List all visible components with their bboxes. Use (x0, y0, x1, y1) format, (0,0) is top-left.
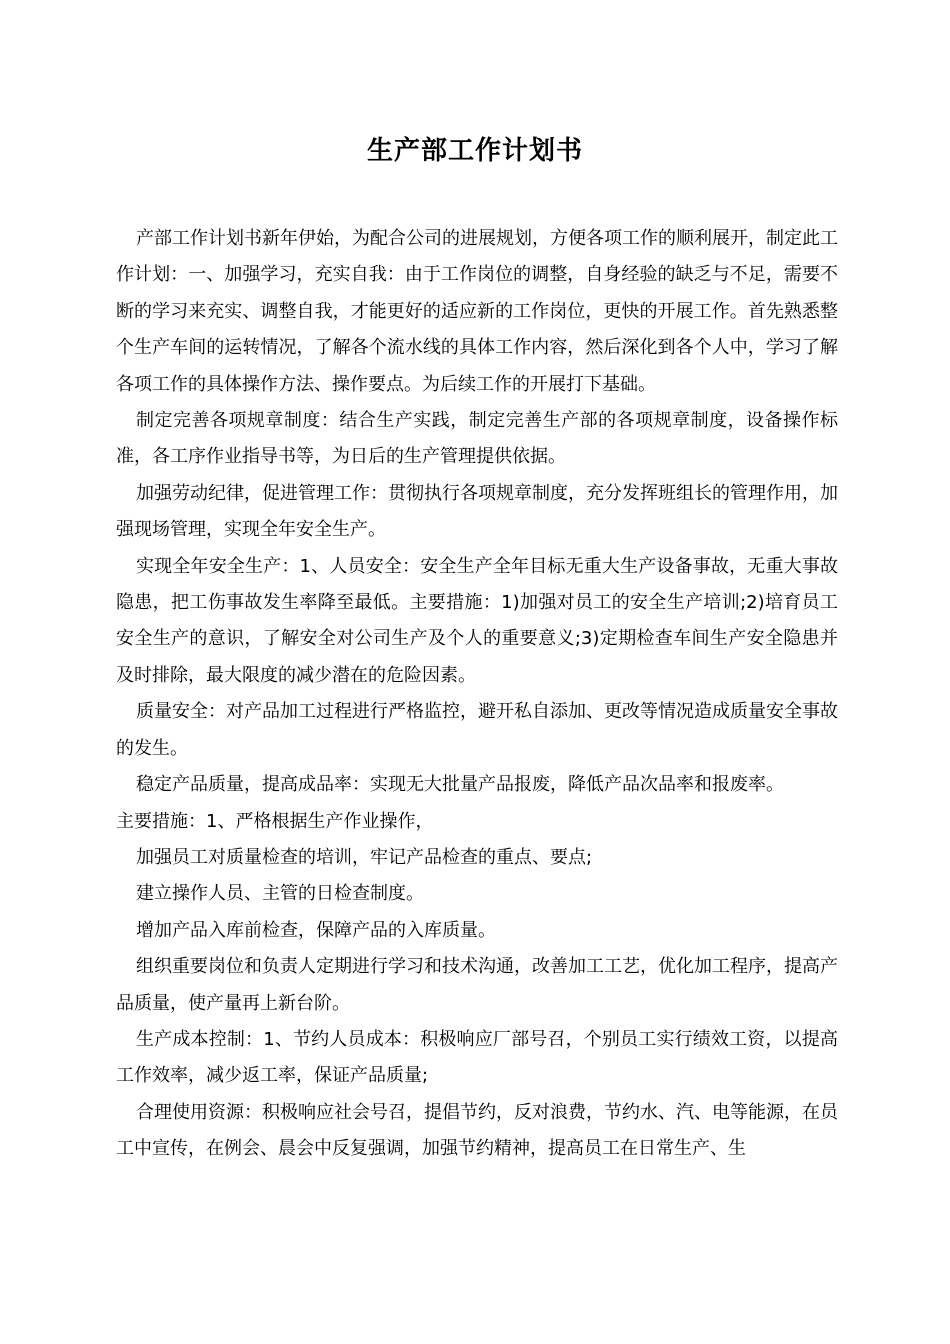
paragraph-intro-learning: 产部工作计划书新年伊始，为配合公司的进展规划，方便各项工作的顺利展开，制定此工作计划：一、加强学习，充实自我：由于工作岗位的调整，自身经验的缺乏与不足，需要不断的学习来充实、调整自我，才能更好的适应新的工作岗位，更快的开展工作。首先熟悉整个生产车间的运转情况，了解各个流水线的具体工作内容，然后深化到各个人中，学习了解各项工作的具体操作方法、操作要点。为后续工作的开展打下基础。 (116, 228, 838, 395)
paragraph-main-measures: 主要措施：1、严格根据生产作业操作， (116, 810, 434, 832)
paragraph-resource-usage: 合理使用资源：积极响应社会号召，提倡节约，反对浪费，节约水、汽、电等能源，在员工中宣传，在例会、晨会中反复强调，加强节约精神，提高员工在日常生产、生 (116, 1101, 838, 1160)
document-body (116, 221, 838, 1168)
document-title: 生产部工作计划书 (366, 136, 583, 166)
paragraph-rules-system: 制定完善各项规章制度：结合生产实践，制定完善生产部的各项规章制度，设备操作标准，各工序作业指导书等，为日后的生产管理提供依据。 (116, 410, 838, 468)
paragraph-quality-safety: 质量安全：对产品加工过程进行严格监控，避开私自添加、更改等情况造成质量安全事故的发生。 (116, 701, 838, 759)
paragraph-labor-discipline: 加强劳动纪律，促进管理工作：贯彻执行各项规章制度，充分发挥班组长的管理作用，加强现场管理，实现全年安全生产。 (116, 482, 838, 541)
paragraph-warehouse-check: 增加产品入库前检查，保障产品的入库质量。 (136, 919, 496, 941)
paragraph-stable-quality: 稳定产品质量，提高成品率：实现无大批量产品报废，降低产品次品率和报废率。 (136, 774, 784, 796)
paragraph-safety-production: 实现全年安全生产：1、人员安全：安全生产全年目标无重大生产设备事故，无重大事故隐患，把工伤事故发生率降至最低。主要措施：1)加强对员工的安全生产培训;2)培育员工安全生产的意识，了解安全对公司生产及个人的重要意义;3)定期检查车间生产安全隐患并及时排除，最大限度的减少潜在的危险因素。 (116, 555, 838, 686)
paragraph-cost-control: 生产成本控制：1、节约人员成本：积极响应厂部号召，个别员工实行绩效工资，以提高工作效率，减少返工率，保证产品质量; (116, 1028, 838, 1087)
paragraph-quality-training: 加强员工对质量检查的培训，牢记产品检查的重点、要点; (136, 846, 593, 868)
paragraph-technical-exchange: 组织重要岗位和负责人定期进行学习和技术沟通，改善加工工艺，优化加工程序，提高产品质量，使产量再上新台阶。 (116, 956, 838, 1014)
paragraph-daily-inspection: 建立操作人员、主管的日检查制度。 (136, 883, 424, 905)
